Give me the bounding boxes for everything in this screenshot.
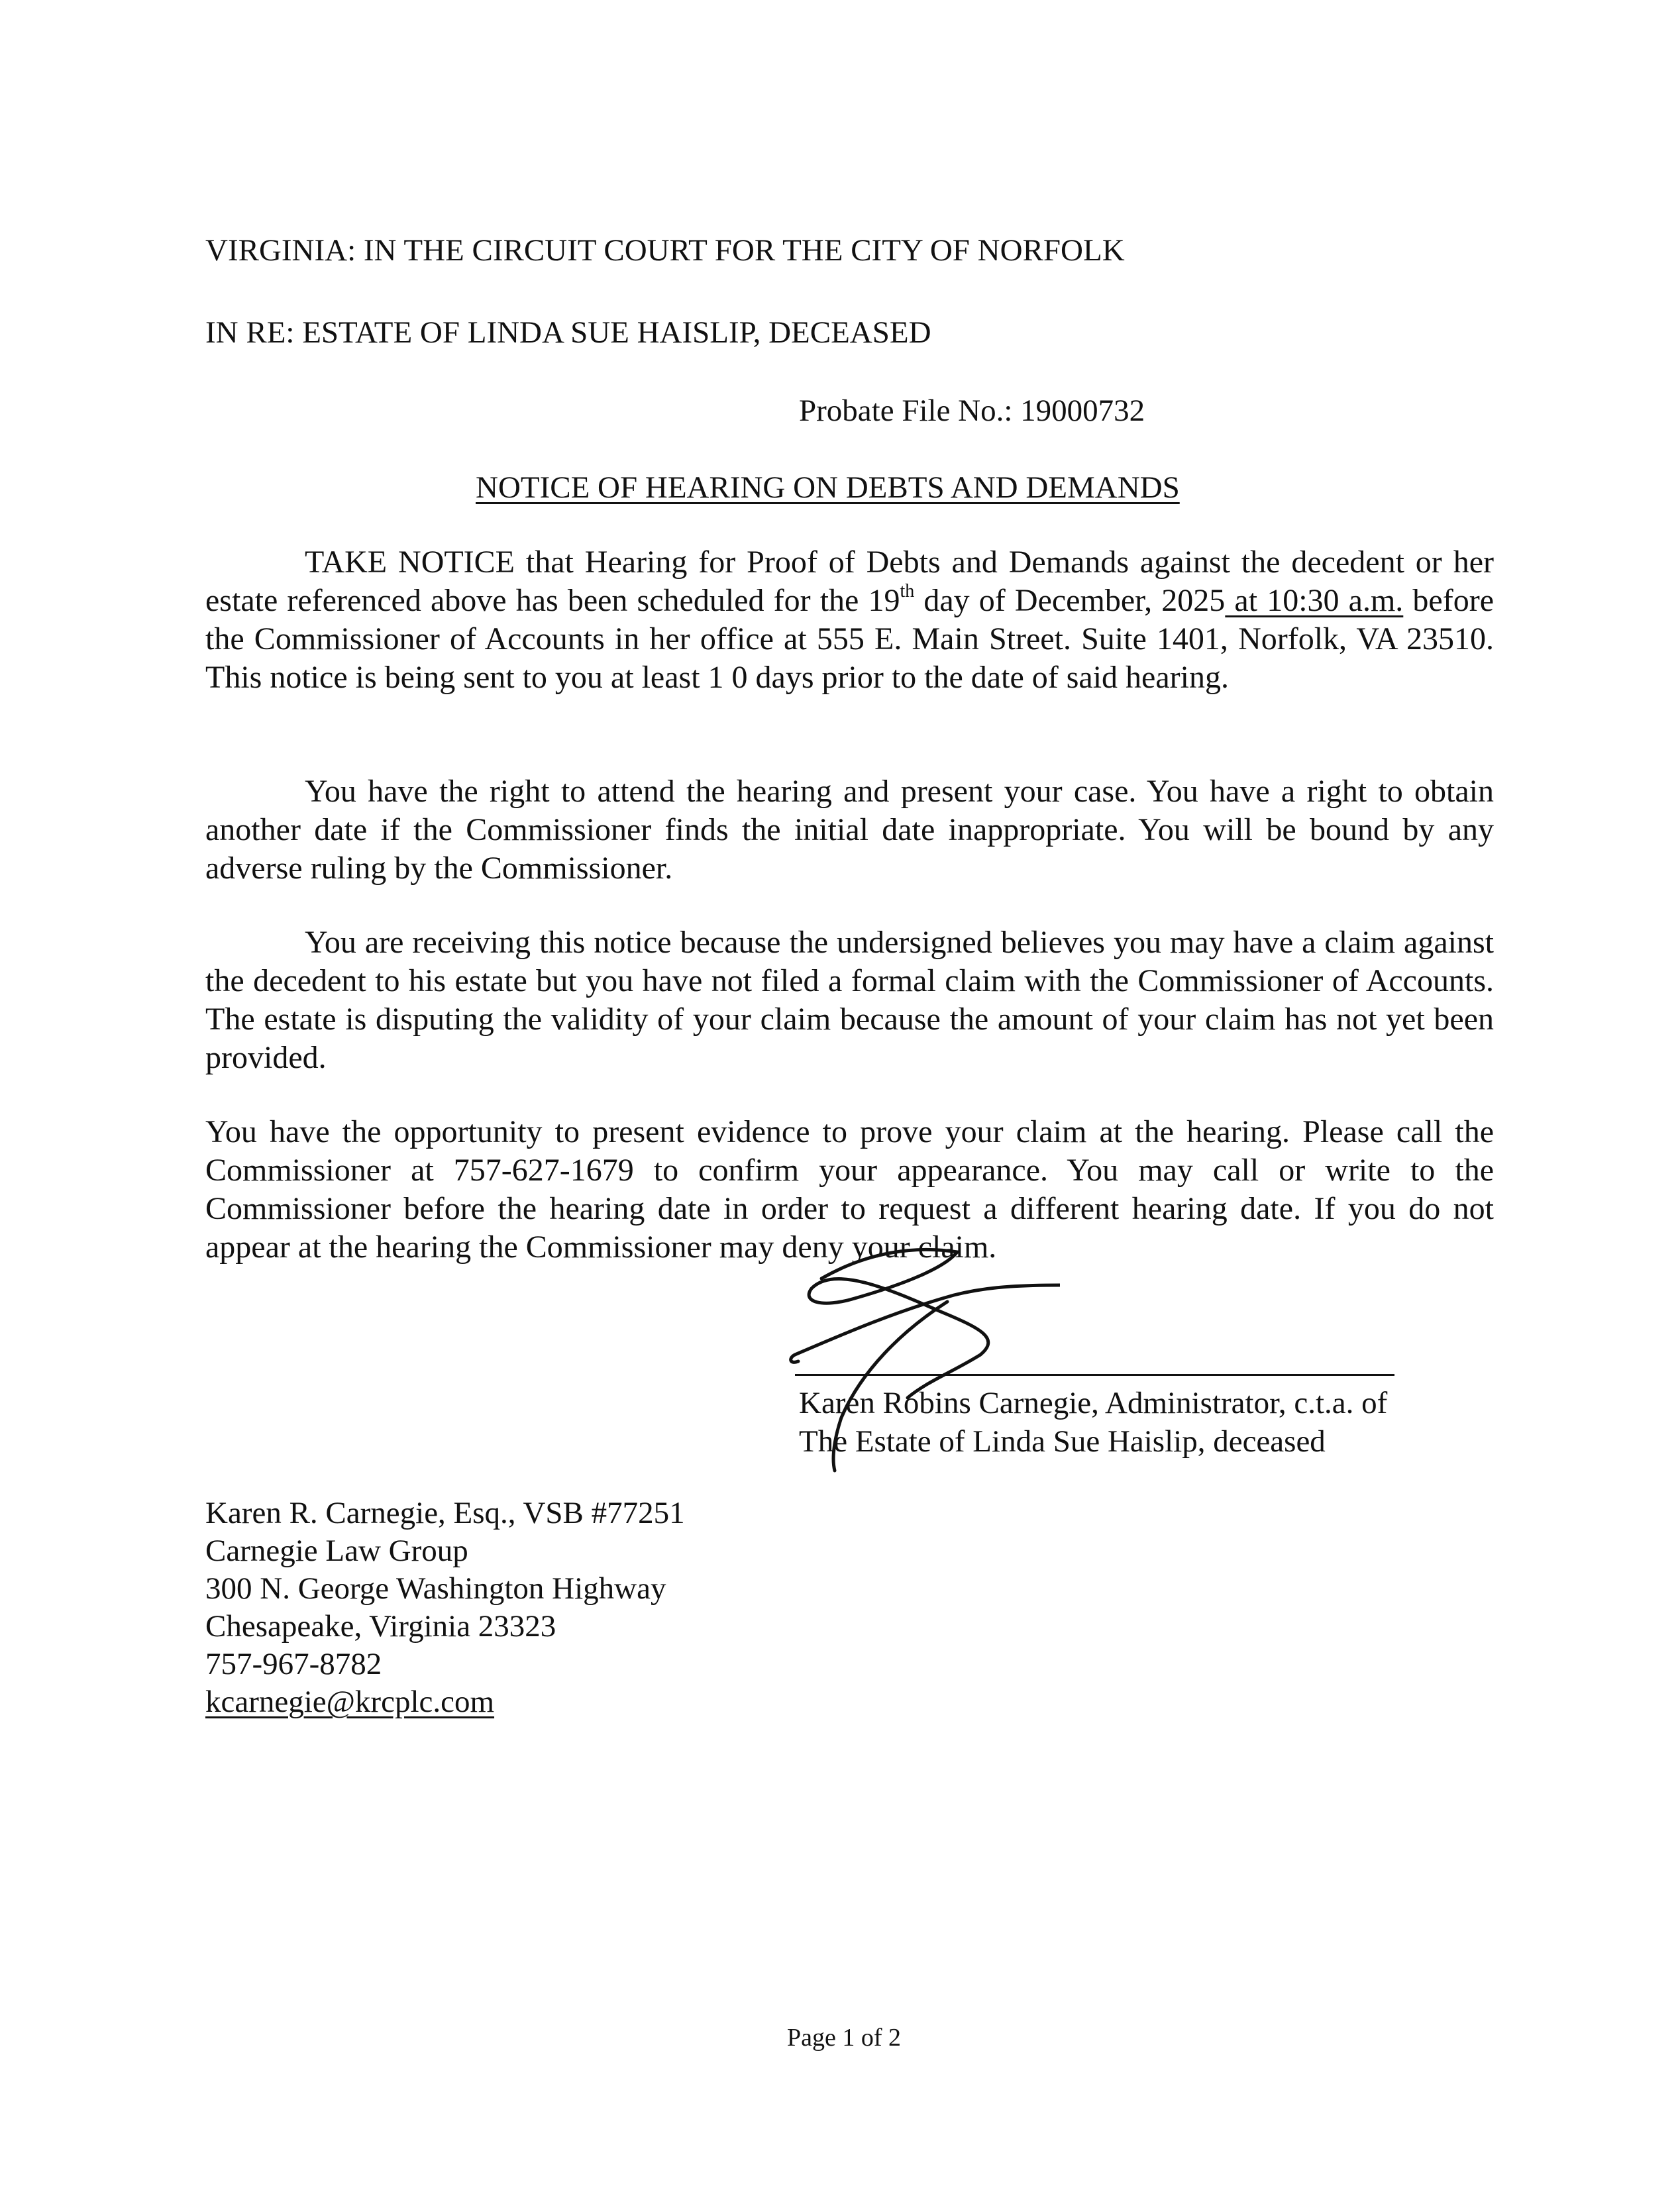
signatory-line-1: Karen Robins Carnegie, Administrator, c.t.a. of: [799, 1386, 1388, 1420]
attorney-firm: Carnegie Law Group: [205, 1534, 468, 1568]
attorney-street: 300 N. George Washington Highway: [205, 1571, 666, 1606]
signatory-line-2: The Estate of Linda Sue Haislip, deceased: [799, 1424, 1326, 1459]
opportunity-text: You have the opportunity to present evidence to prove your claim at the hearing. Please call the Commissioner at 757-627-1679 to confirm your appearance. You may call or write to the Commissioner before the hearing date in order to request a different hearing date. If you do not appear at the hearing the Commissioner may deny your claim.: [205, 1114, 1494, 1265]
notice-superscript: th: [900, 581, 915, 602]
attorney-name: Karen R. Carnegie, Esq., VSB #77251: [205, 1496, 685, 1530]
reason-text: You are receiving this notice because the undersigned believes you may have a claim against the decedent to his estate but you have not filed a formal claim with the Commissioner of Accounts. The estate is disputing the validity of your claim because the amount of your claim has not yet been provided.: [205, 925, 1494, 1075]
signature-line: [795, 1374, 1394, 1376]
in-re-caption: IN RE: ESTATE OF LINDA SUE HAISLIP, DECEASED: [205, 315, 931, 350]
attorney-city: Chesapeake, Virginia 23323: [205, 1609, 556, 1644]
attorney-phone: 757-967-8782: [205, 1647, 382, 1681]
attorney-address-block: [205, 1494, 685, 1721]
court-caption: VIRGINIA: IN THE CIRCUIT COURT FOR THE CITY OF NORFOLK: [205, 233, 1125, 268]
attorney-email-link[interactable]: kcarnegie@krcplc.com: [205, 1685, 495, 1719]
paragraph-notice: [205, 543, 1494, 697]
paragraph-rights: [205, 772, 1494, 888]
paragraph-reason: [205, 923, 1494, 1077]
document-title: NOTICE OF HEARING ON DEBTS AND DEMANDS: [476, 470, 1180, 505]
hearing-time: at 10:30 a.m.: [1225, 583, 1404, 618]
rights-text: You have the right to attend the hearing and present your case. You have a right to obtain another date if the Commissioner finds the initial date inappropriate. You will be bound by any adverse ruling by the Commissioner.: [205, 774, 1494, 886]
page-footer: Page 1 of 2: [787, 2024, 902, 2052]
notice-text-b: day of December, 2025: [914, 583, 1226, 618]
probate-file-number: Probate File No.: 19000732: [799, 393, 1145, 428]
notice-text-c: before the Commissioner of Accounts in her office at 555 E. Main Street. Suite 1401, Norfolk, VA 23510. This notice is being sent to you at least 1 0 days prior to the date of said hearing.: [205, 583, 1494, 695]
notice-text-a: TAKE NOTICE that Hearing for Proof of Debts and Demands against the decedent or her estate referenced above has been scheduled for the 19: [205, 545, 1494, 618]
